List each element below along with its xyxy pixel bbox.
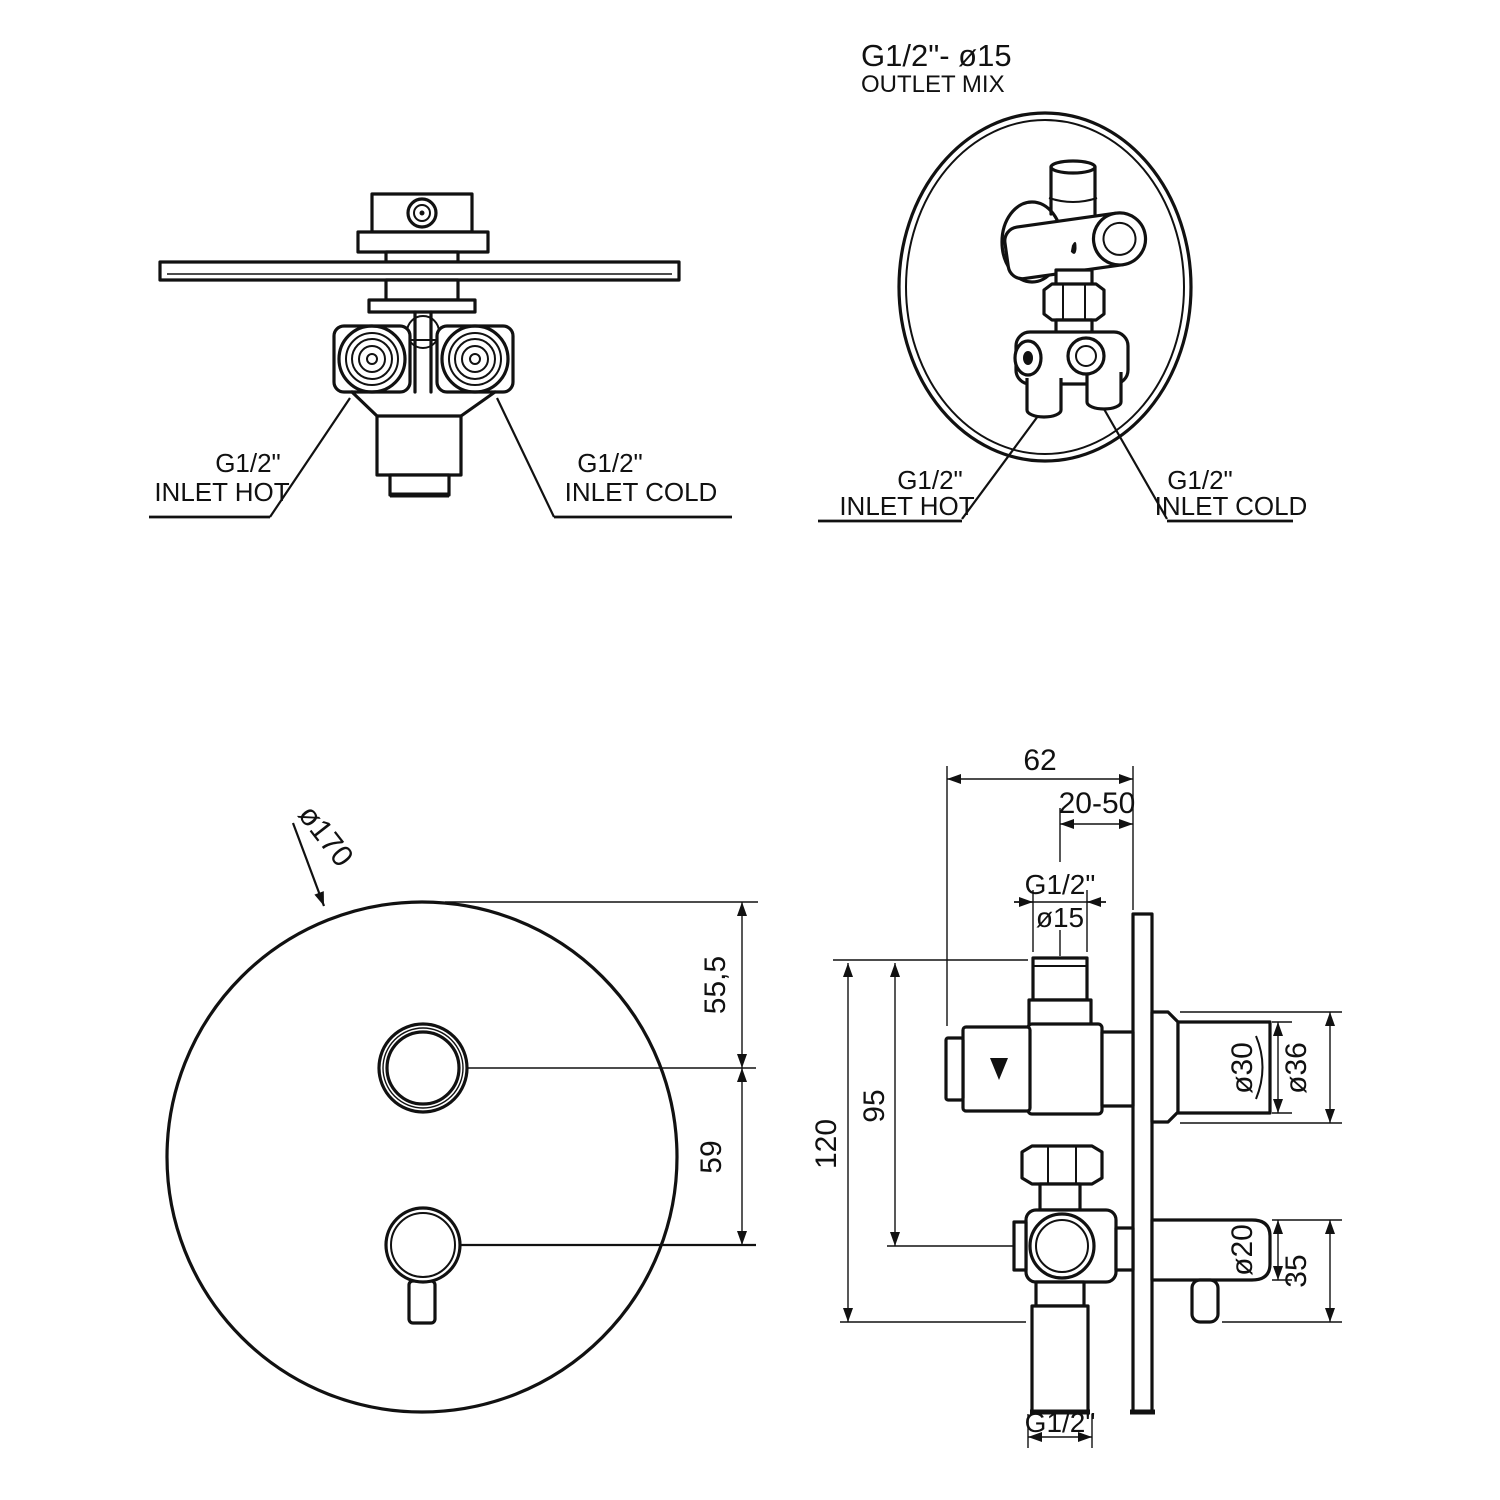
- inlet-cold-size-label: G1/2": [577, 448, 643, 478]
- hex-nut-section: [1022, 1146, 1102, 1184]
- dim-g12-bottom-label: G1/2": [1024, 1407, 1096, 1438]
- faceplate-front-view: [167, 799, 758, 1412]
- wall-plate-edge: [160, 262, 679, 280]
- dim-95-label: 95: [858, 1089, 891, 1123]
- isometric-view: [818, 38, 1307, 521]
- valve-3d-outline: [1002, 161, 1149, 417]
- plate-diameter-label: ø170: [291, 799, 360, 874]
- outlet-mix-label: OUTLET MIX: [861, 71, 1005, 98]
- dim-o30-label: ø30: [1226, 1042, 1259, 1094]
- diverter-lever: [386, 1208, 460, 1323]
- faceplate-circle: [167, 902, 677, 1412]
- inlet-hot-label: INLET HOT: [839, 491, 975, 521]
- top-outlet-pipe: [1033, 958, 1087, 1000]
- dim-o20-label: ø20: [1226, 1224, 1259, 1276]
- side-section-view: [810, 744, 1342, 1448]
- thermostat-opening: [379, 1024, 467, 1112]
- mixer-body-section: [1028, 1024, 1102, 1114]
- wall-plate-section: [1133, 914, 1152, 1412]
- front-section-view: [149, 194, 732, 517]
- valve-body-outline: [334, 280, 513, 495]
- dim-35-label: 35: [1280, 1254, 1313, 1288]
- dim-120-label: 120: [810, 1118, 843, 1170]
- escutcheon-section: [1152, 1012, 1178, 1122]
- valve-head-outline: [358, 194, 488, 262]
- bottom-outlet-pipe: [1032, 1306, 1088, 1412]
- outlet-bottom-port: [377, 416, 461, 475]
- leader-inlet-cold: [497, 398, 554, 517]
- inlet-hot-size-label: G1/2": [897, 465, 963, 495]
- inlet-hot-size-label: G1/2": [215, 448, 281, 478]
- hex-nut-3d: [1044, 284, 1104, 320]
- dim-55-5-label: 55,5: [699, 955, 732, 1015]
- dim-g12-top-label: G1/2": [1024, 869, 1096, 900]
- dim-o15-label: ø15: [1035, 902, 1085, 933]
- dim-20-50-label: 20-50: [1058, 787, 1136, 820]
- dim-62-label: 62: [1023, 744, 1057, 777]
- inlet-cold-label: INLET COLD: [564, 477, 718, 507]
- side-valve-outline: [946, 914, 1270, 1412]
- inlet-cold-label: INLET COLD: [1154, 491, 1308, 521]
- dim-59-label: 59: [695, 1140, 728, 1174]
- diverter-lever-section: [1192, 1280, 1218, 1322]
- dim-o36-label: ø36: [1280, 1042, 1313, 1094]
- inlet-cold-size-label: G1/2": [1167, 465, 1233, 495]
- inlet-hot-label: INLET HOT: [154, 477, 290, 507]
- outlet-mix-size-label: G1/2"- ø15: [861, 38, 1012, 73]
